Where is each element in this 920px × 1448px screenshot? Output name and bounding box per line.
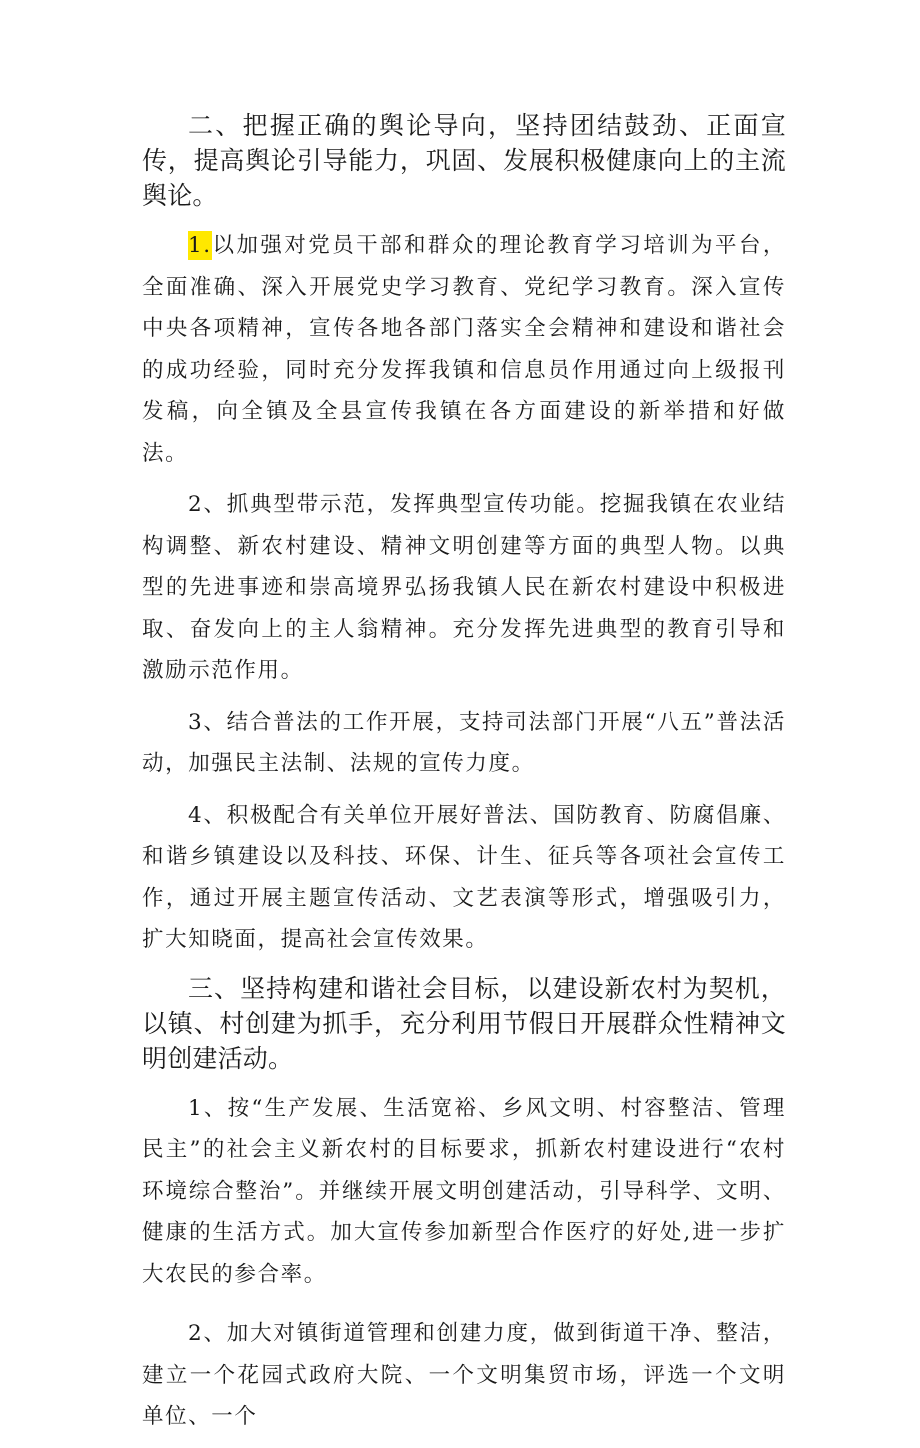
section-3-heading: 三、坚持构建和谐社会目标，以建设新农村为契机，以镇、村创建为抓手，充分利用节假日开展群众性精神文明创建活动。: [142, 973, 786, 1073]
section-3-item-1: 1、按“生产发展、生活宽裕、乡风文明、村容整洁、管理民主”的社会主义新农村的目标要求，抓新农村建设进行“农村环境综合整治”。并继续开展文明创建活动，引导科学、文明、健康的生活方式。加大宣传参加新型合作医疗的好处,进一步扩大农民的参合率。: [142, 1095, 786, 1287]
section-3-item-2: 2、加大对镇街道管理和创建力度，做到街道干净、整洁，建立一个花园式政府大院、一个文明集贸市场，评选一个文明单位、一个: [142, 1321, 786, 1429]
document-body: [142, 108, 786, 1448]
section-2-item-4: 4、积极配合有关单位开展好普法、国防教育、防腐倡廉、和谐乡镇建设以及科技、环保、计生、征兵等各项社会宣传工作，通过开展主题宣传活动、文艺表演等形式，增强吸引力，扩大知晓面，提高社会宣传效果。: [142, 802, 786, 952]
section-2-item-1: [142, 225, 786, 474]
highlighted-item-number: 1.: [188, 233, 212, 258]
section-2-item-1-text: 以加强对党员干部和群众的理论教育学习培训为平台，全面准确、深入开展党史学习教育、党纪学习教育。深入宣传中央各项精神，宣传各地各部门落实全会精神和建设和谐社会的成功经验，同时充分发挥我镇和信息员作用通过向上级报刊发稿，向全镇及全县宣传我镇在各方面建设的新举措和好做法。: [142, 233, 786, 466]
section-2-item-3: 3、结合普法的工作开展，支持司法部门开展“八五”普法活动，加强民主法制、法规的宣传力度。: [142, 709, 786, 776]
section-2-heading: 二、把握正确的舆论导向，坚持团结鼓劲、正面宣传，提高舆论引导能力，巩固、发展积极健康向上的主流舆论。: [142, 111, 786, 210]
section-2-item-2: 2、抓典型带示范，发挥典型宣传功能。挖掘我镇在农业结构调整、新农村建设、精神文明创建等方面的典型人物。以典型的先进事迹和崇高境界弘扬我镇人民在新农村建设中积极进取、奋发向上的主人翁精神。充分发挥先进典型的教育引导和激励示范作用。: [142, 492, 786, 683]
